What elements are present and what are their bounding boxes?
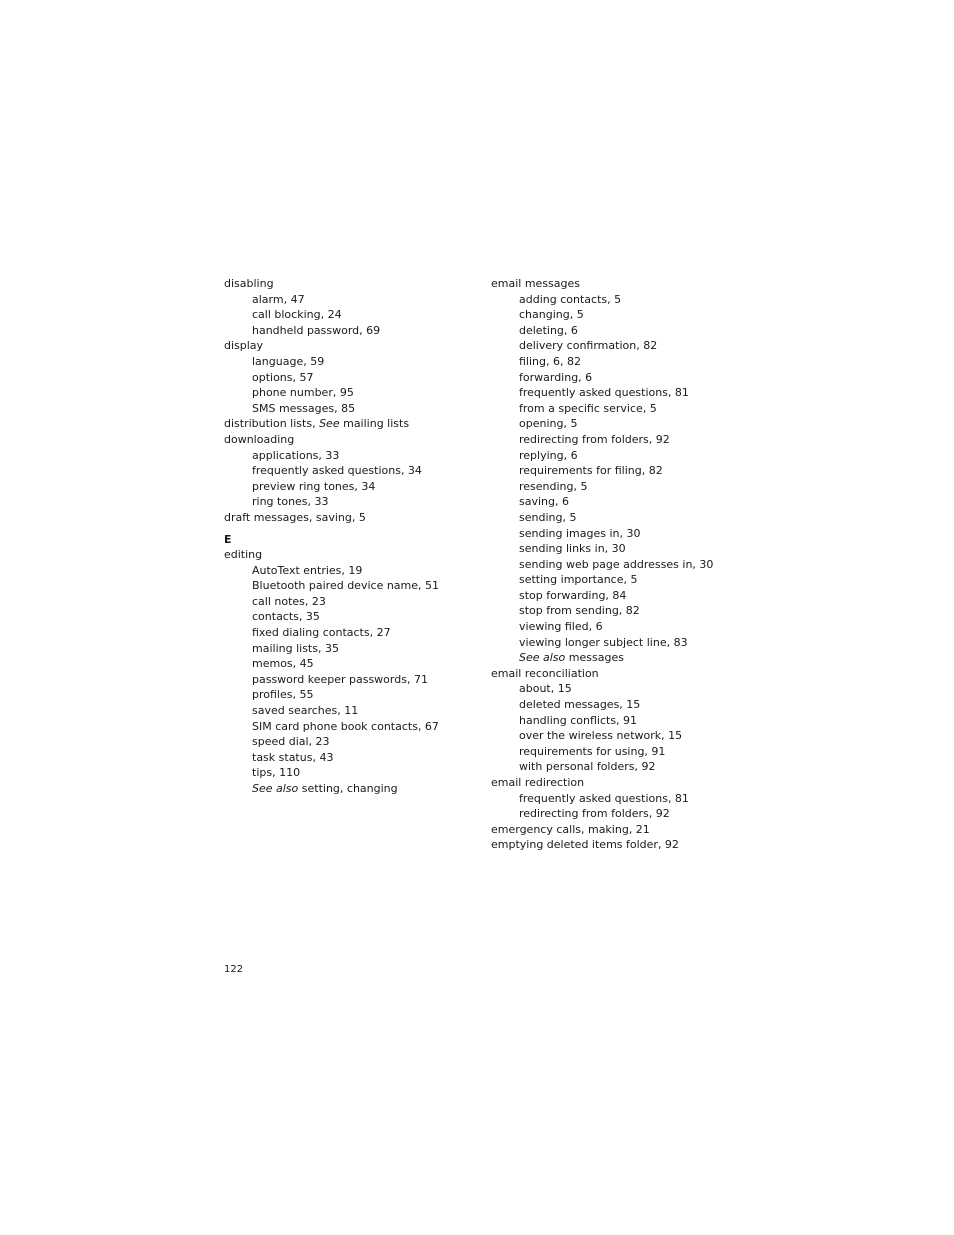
index-subentry — [224, 594, 484, 610]
entry-text: viewing filed, 6 — [519, 620, 603, 634]
index-subentry — [491, 432, 751, 448]
index-subentry — [491, 806, 751, 822]
entry-text: filing, 6, 82 — [519, 354, 581, 368]
entry-text: viewing longer subject line, 83 — [519, 635, 688, 649]
see-reference: See also — [519, 651, 566, 665]
index-subentry — [224, 672, 484, 688]
index-subentry — [491, 370, 751, 386]
entry-text: email reconciliation — [491, 666, 599, 680]
index-subentry — [491, 572, 751, 588]
entry-text: call notes, 23 — [252, 594, 326, 608]
entry-text: sending web page addresses in, 30 — [519, 557, 714, 571]
entry-text: task status, 43 — [252, 750, 334, 764]
index-letter-heading — [224, 532, 484, 548]
entry-text: profiles, 55 — [252, 688, 314, 702]
index-entry — [491, 775, 751, 791]
index-subentry — [224, 641, 484, 657]
entry-text: SMS messages, 85 — [252, 401, 356, 415]
index-subentry — [491, 323, 751, 339]
entry-text: forwarding, 6 — [519, 370, 593, 384]
index-subentry — [224, 765, 484, 781]
entry-text: saved searches, 11 — [252, 704, 359, 718]
index-subentry — [491, 728, 751, 744]
entry-text: preview ring tones, 34 — [252, 479, 376, 493]
entry-text: AutoText entries, 19 — [252, 563, 363, 577]
index-subentry — [491, 681, 751, 697]
see-target: messages — [565, 651, 624, 665]
entry-text: deleted messages, 15 — [519, 698, 641, 712]
index-subentry — [224, 656, 484, 672]
entry-text: downloading — [224, 432, 295, 446]
entry-text: speed dial, 23 — [252, 735, 330, 749]
see-reference: See — [319, 417, 340, 431]
index-subentry — [491, 713, 751, 729]
index-subentry — [224, 494, 484, 510]
index-subentry — [224, 719, 484, 735]
entry-text: display — [224, 339, 264, 353]
index-subentry — [224, 448, 484, 464]
index-subentry — [491, 307, 751, 323]
entry-text: sending, 5 — [519, 510, 577, 524]
entry-text: setting importance, 5 — [519, 573, 638, 587]
entry-text: SIM card phone book contacts, 67 — [252, 719, 439, 733]
index-subentry — [224, 703, 484, 719]
entry-text: resending, 5 — [519, 479, 588, 493]
entry-text: handheld password, 69 — [252, 323, 381, 337]
index-subentry — [491, 650, 751, 666]
index-entry — [491, 666, 751, 682]
entry-text: deleting, 6 — [519, 323, 578, 337]
index-subentry — [491, 354, 751, 370]
index-subentry — [224, 323, 484, 339]
index-entry — [224, 416, 484, 432]
entry-text: email messages — [491, 277, 580, 290]
index-entry — [224, 338, 484, 354]
entry-text: handling conflicts, 91 — [519, 713, 638, 727]
entry-text: language, 59 — [252, 354, 325, 368]
entry-text: call blocking, 24 — [252, 308, 342, 322]
index-subentry — [224, 463, 484, 479]
index-subentry — [491, 385, 751, 401]
entry-text: requirements for using, 91 — [519, 744, 666, 758]
index-subentry — [491, 401, 751, 417]
see-target: mailing lists — [339, 417, 410, 431]
entry-text: options, 57 — [252, 370, 314, 384]
index-subentry — [224, 750, 484, 766]
entry-text: from a specific service, 5 — [519, 401, 657, 415]
index-subentry — [224, 578, 484, 594]
index-subentry — [491, 541, 751, 557]
entry-text: fixed dialing contacts, 27 — [252, 626, 391, 640]
entry-text: memos, 45 — [252, 657, 314, 671]
entry-text: replying, 6 — [519, 448, 578, 462]
entry-text: email redirection — [491, 776, 585, 789]
entry-text: alarm, 47 — [252, 292, 305, 306]
entry-text: draft messages, saving, 5 — [224, 510, 366, 524]
entry-text: editing — [224, 548, 263, 562]
entry-text: stop forwarding, 84 — [519, 588, 627, 602]
entry-text: frequently asked questions, 34 — [252, 464, 422, 478]
entry-text: phone number, 95 — [252, 386, 354, 400]
entry-text: emptying deleted items folder, 92 — [491, 838, 679, 852]
entry-text: sending links in, 30 — [519, 542, 626, 556]
page-number: 122 — [224, 964, 244, 975]
index-entry — [491, 822, 751, 838]
entry-text: stop from sending, 82 — [519, 604, 640, 618]
entry-text: disabling — [224, 277, 274, 290]
index-subentry — [491, 557, 751, 573]
see-target: setting, changing — [298, 782, 398, 795]
index-column-left — [224, 276, 484, 797]
index-subentry — [491, 603, 751, 619]
index-subentry — [224, 781, 484, 797]
index-subentry — [491, 619, 751, 635]
entry-text: E — [224, 532, 232, 546]
entry-text: mailing lists, 35 — [252, 641, 339, 655]
index-subentry — [491, 416, 751, 432]
entry-text: redirecting from folders, 92 — [519, 807, 670, 821]
index-subentry — [491, 697, 751, 713]
index-entry — [224, 547, 484, 563]
index-subentry — [491, 759, 751, 775]
index-entry — [491, 837, 751, 853]
entry-text: saving, 6 — [519, 495, 569, 509]
entry-text: redirecting from folders, 92 — [519, 432, 670, 446]
index-subentry — [224, 609, 484, 625]
index-subentry — [224, 385, 484, 401]
index-subentry — [491, 510, 751, 526]
entry-text: tips, 110 — [252, 766, 301, 780]
index-subentry — [224, 625, 484, 641]
index-subentry — [224, 307, 484, 323]
entry-text: changing, 5 — [519, 308, 584, 322]
index-subentry — [491, 791, 751, 807]
index-subentry — [224, 354, 484, 370]
entry-text: password keeper passwords, 71 — [252, 672, 428, 686]
index-subentry — [491, 448, 751, 464]
index-subentry — [224, 292, 484, 308]
entry-text: contacts, 35 — [252, 610, 320, 624]
entry-text: frequently asked questions, 81 — [519, 386, 689, 400]
index-subentry — [491, 744, 751, 760]
index-subentry — [224, 687, 484, 703]
entry-text: ring tones, 33 — [252, 495, 329, 509]
index-column-right — [491, 276, 751, 853]
index-entry — [224, 432, 484, 448]
entry-text: distribution lists, — [224, 417, 320, 431]
index-subentry — [224, 479, 484, 495]
index-subentry — [491, 338, 751, 354]
entry-text: sending images in, 30 — [519, 526, 641, 540]
entry-text: over the wireless network, 15 — [519, 729, 683, 743]
see-reference: See also — [252, 782, 299, 795]
entry-text: frequently asked questions, 81 — [519, 791, 689, 805]
index-subentry — [491, 494, 751, 510]
entry-text: Bluetooth paired device name, 51 — [252, 579, 440, 593]
index-subentry — [224, 401, 484, 417]
index-subentry — [224, 563, 484, 579]
entry-text: applications, 33 — [252, 448, 340, 462]
index-subentry — [491, 463, 751, 479]
entry-text: about, 15 — [519, 682, 572, 696]
entry-text: delivery confirmation, 82 — [519, 339, 658, 353]
index-subentry — [491, 588, 751, 604]
index-subentry — [491, 292, 751, 308]
entry-text: requirements for filing, 82 — [519, 464, 663, 478]
index-entry — [224, 510, 484, 526]
entry-text: opening, 5 — [519, 417, 578, 431]
index-entry — [491, 276, 751, 292]
entry-text: with personal folders, 92 — [519, 760, 656, 774]
entry-text: adding contacts, 5 — [519, 292, 622, 306]
index-subentry — [491, 479, 751, 495]
index-subentry — [224, 734, 484, 750]
index-subentry — [224, 370, 484, 386]
entry-text: emergency calls, making, 21 — [491, 822, 650, 836]
index-subentry — [491, 635, 751, 651]
index-subentry — [491, 526, 751, 542]
index-entry — [224, 276, 484, 292]
